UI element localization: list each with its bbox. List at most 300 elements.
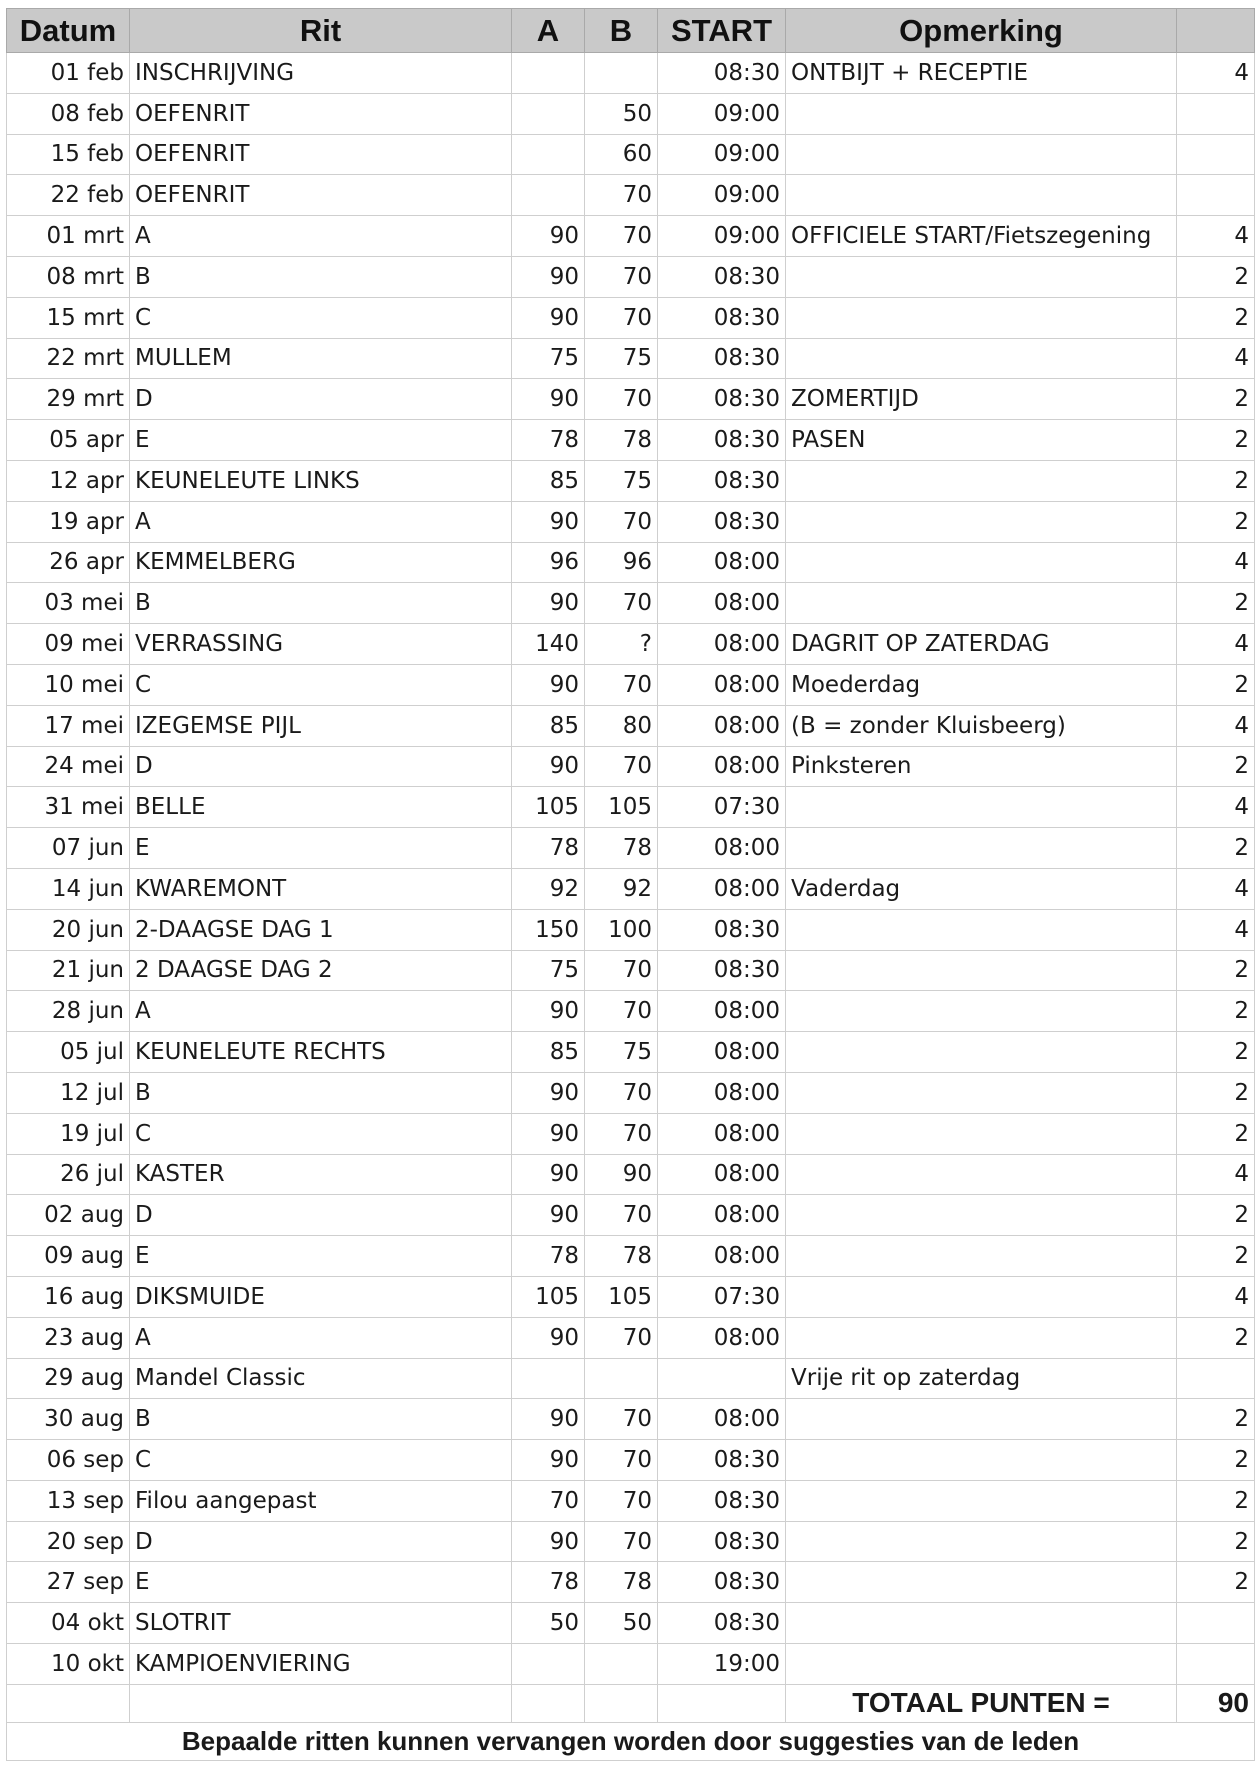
start-time-cell: 08:30 xyxy=(658,1440,786,1481)
ride-name-cell: MULLEM xyxy=(130,338,512,379)
distance-a-cell: 96 xyxy=(512,542,585,583)
distance-a-cell: 105 xyxy=(512,1276,585,1317)
total-points-value: 90 xyxy=(1177,1684,1255,1722)
points-cell: 2 xyxy=(1177,1072,1255,1113)
ride-name-cell: INSCHRIJVING xyxy=(130,53,512,94)
ride-date-cell: 10 mei xyxy=(7,664,130,705)
table-row xyxy=(7,583,1255,624)
start-time-cell: 08:00 xyxy=(658,1113,786,1154)
distance-a-cell: 90 xyxy=(512,297,585,338)
remark-cell xyxy=(786,828,1177,869)
remark-cell: (B = zonder Kluisbeerg) xyxy=(786,705,1177,746)
distance-b-cell: 70 xyxy=(585,175,658,216)
remark-cell xyxy=(786,583,1177,624)
ride-name-cell: Mandel Classic xyxy=(130,1358,512,1399)
ride-date-cell: 03 mei xyxy=(7,583,130,624)
table-row xyxy=(7,828,1255,869)
start-time-cell: 08:30 xyxy=(658,297,786,338)
distance-a-cell xyxy=(512,175,585,216)
distance-b-cell: 70 xyxy=(585,1195,658,1236)
ride-name-cell: C xyxy=(130,1113,512,1154)
distance-b-cell: 70 xyxy=(585,1317,658,1358)
remark-cell xyxy=(786,460,1177,501)
ride-name-cell: OEFENRIT xyxy=(130,175,512,216)
ride-name-cell: D xyxy=(130,379,512,420)
ride-date-cell: 14 jun xyxy=(7,868,130,909)
points-cell: 4 xyxy=(1177,53,1255,94)
distance-b-cell: ? xyxy=(585,624,658,665)
start-time-cell: 08:00 xyxy=(658,624,786,665)
points-cell: 2 xyxy=(1177,297,1255,338)
ride-name-cell: D xyxy=(130,1195,512,1236)
ride-date-cell: 27 sep xyxy=(7,1562,130,1603)
remark-cell xyxy=(786,1440,1177,1481)
distance-a-cell: 140 xyxy=(512,624,585,665)
ride-name-cell: KEMMELBERG xyxy=(130,542,512,583)
distance-a-cell xyxy=(512,1358,585,1399)
distance-a-cell: 50 xyxy=(512,1603,585,1644)
distance-a-cell: 90 xyxy=(512,1521,585,1562)
points-cell: 4 xyxy=(1177,1154,1255,1195)
distance-b-cell: 105 xyxy=(585,1276,658,1317)
ride-name-cell: B xyxy=(130,1072,512,1113)
ride-name-cell: Filou aangepast xyxy=(130,1480,512,1521)
total-empty-cell xyxy=(130,1684,512,1722)
total-row xyxy=(7,1684,1255,1722)
distance-a-cell: 90 xyxy=(512,216,585,257)
ride-name-cell: A xyxy=(130,1317,512,1358)
distance-b-cell: 100 xyxy=(585,909,658,950)
table-row xyxy=(7,1317,1255,1358)
column-header-ride: Rit xyxy=(130,9,512,53)
ride-name-cell: IZEGEMSE PIJL xyxy=(130,705,512,746)
table-row xyxy=(7,297,1255,338)
table-row xyxy=(7,868,1255,909)
remark-cell xyxy=(786,501,1177,542)
start-time-cell: 08:30 xyxy=(658,338,786,379)
total-empty-cell xyxy=(658,1684,786,1722)
ride-name-cell: B xyxy=(130,1399,512,1440)
distance-a-cell: 85 xyxy=(512,460,585,501)
ride-name-cell: DIKSMUIDE xyxy=(130,1276,512,1317)
distance-b-cell: 70 xyxy=(585,1399,658,1440)
distance-a-cell: 90 xyxy=(512,1195,585,1236)
ride-date-cell: 19 apr xyxy=(7,501,130,542)
table-row xyxy=(7,1236,1255,1277)
ride-name-cell: KWAREMONT xyxy=(130,868,512,909)
remark-cell xyxy=(786,175,1177,216)
distance-b-cell: 70 xyxy=(585,1072,658,1113)
remark-cell xyxy=(786,1113,1177,1154)
distance-a-cell: 85 xyxy=(512,705,585,746)
distance-b-cell: 70 xyxy=(585,664,658,705)
table-row xyxy=(7,950,1255,991)
points-cell: 2 xyxy=(1177,991,1255,1032)
ride-date-cell: 06 sep xyxy=(7,1440,130,1481)
remark-cell xyxy=(786,950,1177,991)
ride-name-cell: OEFENRIT xyxy=(130,134,512,175)
distance-b-cell: 50 xyxy=(585,93,658,134)
start-time-cell: 08:00 xyxy=(658,746,786,787)
start-time-cell: 08:30 xyxy=(658,256,786,297)
start-time-cell: 08:00 xyxy=(658,991,786,1032)
remark-cell xyxy=(786,542,1177,583)
ride-name-cell: E xyxy=(130,828,512,869)
start-time-cell: 08:30 xyxy=(658,950,786,991)
table-row xyxy=(7,746,1255,787)
points-cell: 4 xyxy=(1177,1276,1255,1317)
ride-name-cell: D xyxy=(130,746,512,787)
points-cell: 2 xyxy=(1177,1480,1255,1521)
distance-a-cell: 75 xyxy=(512,338,585,379)
remark-cell: Vrije rit op zaterdag xyxy=(786,1358,1177,1399)
start-time-cell: 08:00 xyxy=(658,1154,786,1195)
remark-cell xyxy=(786,787,1177,828)
ride-name-cell: B xyxy=(130,583,512,624)
ride-date-cell: 16 aug xyxy=(7,1276,130,1317)
ride-name-cell: BELLE xyxy=(130,787,512,828)
table-row xyxy=(7,93,1255,134)
start-time-cell: 08:30 xyxy=(658,501,786,542)
points-cell: 2 xyxy=(1177,1032,1255,1073)
distance-a-cell: 90 xyxy=(512,1399,585,1440)
distance-b-cell: 78 xyxy=(585,1562,658,1603)
table-header xyxy=(7,9,1255,53)
points-cell: 2 xyxy=(1177,1521,1255,1562)
distance-b-cell: 70 xyxy=(585,1521,658,1562)
table-row xyxy=(7,1072,1255,1113)
start-time-cell: 08:00 xyxy=(658,1236,786,1277)
remark-cell xyxy=(786,1154,1177,1195)
table-row xyxy=(7,1032,1255,1073)
distance-a-cell: 78 xyxy=(512,1562,585,1603)
ride-date-cell: 29 aug xyxy=(7,1358,130,1399)
distance-a-cell: 150 xyxy=(512,909,585,950)
start-time-cell: 08:00 xyxy=(658,1195,786,1236)
footer-note: Bepaalde ritten kunnen vervangen worden door suggesties van de leden xyxy=(7,1722,1255,1760)
distance-a-cell: 90 xyxy=(512,1317,585,1358)
points-cell: 4 xyxy=(1177,216,1255,257)
points-cell xyxy=(1177,93,1255,134)
distance-b-cell: 70 xyxy=(585,950,658,991)
ride-name-cell: A xyxy=(130,991,512,1032)
ride-date-cell: 26 jul xyxy=(7,1154,130,1195)
table-row xyxy=(7,420,1255,461)
remark-cell xyxy=(786,1276,1177,1317)
ride-name-cell: C xyxy=(130,297,512,338)
points-cell: 2 xyxy=(1177,1317,1255,1358)
ride-date-cell: 20 jun xyxy=(7,909,130,950)
points-cell: 4 xyxy=(1177,868,1255,909)
points-cell: 2 xyxy=(1177,1113,1255,1154)
distance-b-cell xyxy=(585,53,658,94)
start-time-cell: 07:30 xyxy=(658,787,786,828)
points-cell: 4 xyxy=(1177,787,1255,828)
table-row xyxy=(7,1195,1255,1236)
ride-date-cell: 05 apr xyxy=(7,420,130,461)
ride-date-cell: 29 mrt xyxy=(7,379,130,420)
distance-a-cell: 90 xyxy=(512,379,585,420)
table-row xyxy=(7,338,1255,379)
start-time-cell: 08:30 xyxy=(658,53,786,94)
ride-date-cell: 15 feb xyxy=(7,134,130,175)
distance-a-cell: 78 xyxy=(512,1236,585,1277)
ride-date-cell: 24 mei xyxy=(7,746,130,787)
points-cell: 2 xyxy=(1177,1236,1255,1277)
ride-date-cell: 09 mei xyxy=(7,624,130,665)
distance-b-cell: 50 xyxy=(585,1603,658,1644)
distance-a-cell xyxy=(512,1644,585,1685)
remark-cell xyxy=(786,93,1177,134)
start-time-cell: 08:00 xyxy=(658,583,786,624)
distance-a-cell: 90 xyxy=(512,746,585,787)
points-cell: 2 xyxy=(1177,1399,1255,1440)
remark-cell xyxy=(786,1317,1177,1358)
distance-b-cell: 75 xyxy=(585,460,658,501)
points-cell: 4 xyxy=(1177,338,1255,379)
ride-date-cell: 12 jul xyxy=(7,1072,130,1113)
ride-date-cell: 28 jun xyxy=(7,991,130,1032)
points-cell: 4 xyxy=(1177,624,1255,665)
start-time-cell: 08:00 xyxy=(658,664,786,705)
start-time-cell: 08:00 xyxy=(658,868,786,909)
start-time-cell: 08:30 xyxy=(658,420,786,461)
ride-date-cell: 17 mei xyxy=(7,705,130,746)
ride-name-cell: KEUNELEUTE LINKS xyxy=(130,460,512,501)
remark-cell xyxy=(786,1603,1177,1644)
remark-cell xyxy=(786,1072,1177,1113)
table-row xyxy=(7,1562,1255,1603)
ride-date-cell: 30 aug xyxy=(7,1399,130,1440)
distance-a-cell: 90 xyxy=(512,1072,585,1113)
start-time-cell: 08:30 xyxy=(658,379,786,420)
ride-name-cell: A xyxy=(130,501,512,542)
distance-b-cell: 70 xyxy=(585,256,658,297)
remark-cell: ZOMERTIJD xyxy=(786,379,1177,420)
ride-date-cell: 21 jun xyxy=(7,950,130,991)
remark-cell xyxy=(786,134,1177,175)
total-empty-cell xyxy=(7,1684,130,1722)
points-cell: 2 xyxy=(1177,828,1255,869)
remark-cell xyxy=(786,1195,1177,1236)
table-row xyxy=(7,175,1255,216)
column-header-points xyxy=(1177,9,1255,53)
table-row xyxy=(7,909,1255,950)
points-cell: 2 xyxy=(1177,746,1255,787)
ride-date-cell: 12 apr xyxy=(7,460,130,501)
remark-cell xyxy=(786,1562,1177,1603)
ride-date-cell: 23 aug xyxy=(7,1317,130,1358)
distance-b-cell xyxy=(585,1358,658,1399)
table-row xyxy=(7,134,1255,175)
ride-date-cell: 26 apr xyxy=(7,542,130,583)
start-time-cell: 08:30 xyxy=(658,909,786,950)
points-cell: 2 xyxy=(1177,1195,1255,1236)
distance-b-cell: 70 xyxy=(585,991,658,1032)
remark-cell xyxy=(786,909,1177,950)
remark-cell xyxy=(786,1521,1177,1562)
distance-b-cell: 70 xyxy=(585,379,658,420)
total-points-label: TOTAAL PUNTEN = xyxy=(786,1684,1177,1722)
points-cell: 2 xyxy=(1177,1562,1255,1603)
table-row xyxy=(7,664,1255,705)
ride-name-cell: KEUNELEUTE RECHTS xyxy=(130,1032,512,1073)
table-row xyxy=(7,460,1255,501)
remark-cell xyxy=(786,1399,1177,1440)
remark-cell xyxy=(786,256,1177,297)
ride-name-cell: C xyxy=(130,664,512,705)
distance-a-cell xyxy=(512,134,585,175)
points-cell: 4 xyxy=(1177,909,1255,950)
remark-cell xyxy=(786,338,1177,379)
distance-b-cell: 70 xyxy=(585,216,658,257)
distance-a-cell: 90 xyxy=(512,664,585,705)
start-time-cell: 09:00 xyxy=(658,175,786,216)
start-time-cell: 08:00 xyxy=(658,705,786,746)
distance-a-cell: 92 xyxy=(512,868,585,909)
table-row xyxy=(7,705,1255,746)
ride-date-cell: 04 okt xyxy=(7,1603,130,1644)
start-time-cell: 08:30 xyxy=(658,1603,786,1644)
points-cell xyxy=(1177,1603,1255,1644)
ride-date-cell: 01 mrt xyxy=(7,216,130,257)
points-cell xyxy=(1177,1358,1255,1399)
distance-a-cell: 90 xyxy=(512,256,585,297)
table-row xyxy=(7,1154,1255,1195)
ride-date-cell: 31 mei xyxy=(7,787,130,828)
start-time-cell: 09:00 xyxy=(658,93,786,134)
start-time-cell xyxy=(658,1358,786,1399)
remark-cell xyxy=(786,1480,1177,1521)
distance-b-cell: 75 xyxy=(585,1032,658,1073)
ride-date-cell: 01 feb xyxy=(7,53,130,94)
points-cell: 2 xyxy=(1177,1440,1255,1481)
points-cell: 2 xyxy=(1177,664,1255,705)
ride-date-cell: 15 mrt xyxy=(7,297,130,338)
distance-b-cell: 70 xyxy=(585,501,658,542)
points-cell: 2 xyxy=(1177,256,1255,297)
total-empty-cell xyxy=(585,1684,658,1722)
table-row xyxy=(7,1399,1255,1440)
table-row xyxy=(7,1603,1255,1644)
start-time-cell: 08:30 xyxy=(658,1562,786,1603)
start-time-cell: 08:30 xyxy=(658,1480,786,1521)
ride-name-cell: 2 DAAGSE DAG 2 xyxy=(130,950,512,991)
ride-name-cell: A xyxy=(130,216,512,257)
ride-name-cell: D xyxy=(130,1521,512,1562)
column-header-date: Datum xyxy=(7,9,130,53)
distance-a-cell: 90 xyxy=(512,501,585,542)
table-row xyxy=(7,991,1255,1032)
points-cell: 2 xyxy=(1177,420,1255,461)
distance-b-cell: 75 xyxy=(585,338,658,379)
ride-name-cell: OEFENRIT xyxy=(130,93,512,134)
distance-b-cell: 96 xyxy=(585,542,658,583)
ride-name-cell: E xyxy=(130,1236,512,1277)
start-time-cell: 07:30 xyxy=(658,1276,786,1317)
table-row xyxy=(7,787,1255,828)
start-time-cell: 09:00 xyxy=(658,216,786,257)
remark-cell xyxy=(786,297,1177,338)
table-row xyxy=(7,256,1255,297)
ride-date-cell: 20 sep xyxy=(7,1521,130,1562)
points-cell: 2 xyxy=(1177,460,1255,501)
points-cell xyxy=(1177,134,1255,175)
ride-name-cell: 2-DAAGSE DAG 1 xyxy=(130,909,512,950)
column-header-b: B xyxy=(585,9,658,53)
remark-cell xyxy=(786,991,1177,1032)
distance-b-cell xyxy=(585,1644,658,1685)
points-cell: 2 xyxy=(1177,583,1255,624)
distance-b-cell: 60 xyxy=(585,134,658,175)
distance-b-cell: 105 xyxy=(585,787,658,828)
points-cell: 4 xyxy=(1177,705,1255,746)
ride-date-cell: 05 jul xyxy=(7,1032,130,1073)
distance-a-cell xyxy=(512,53,585,94)
ride-name-cell: B xyxy=(130,256,512,297)
footer-row xyxy=(7,1722,1255,1760)
points-cell: 2 xyxy=(1177,501,1255,542)
table-row xyxy=(7,53,1255,94)
remark-cell: PASEN xyxy=(786,420,1177,461)
table-row xyxy=(7,1644,1255,1685)
distance-b-cell: 90 xyxy=(585,1154,658,1195)
distance-b-cell: 70 xyxy=(585,297,658,338)
distance-a-cell: 70 xyxy=(512,1480,585,1521)
ride-date-cell: 13 sep xyxy=(7,1480,130,1521)
distance-b-cell: 80 xyxy=(585,705,658,746)
remark-cell xyxy=(786,1236,1177,1277)
table-footer xyxy=(7,1684,1255,1760)
distance-b-cell: 70 xyxy=(585,1440,658,1481)
table-row xyxy=(7,216,1255,257)
ride-name-cell: SLOTRIT xyxy=(130,1603,512,1644)
start-time-cell: 08:00 xyxy=(658,1317,786,1358)
ride-name-cell: KASTER xyxy=(130,1154,512,1195)
points-cell xyxy=(1177,1644,1255,1685)
distance-b-cell: 78 xyxy=(585,1236,658,1277)
distance-b-cell: 92 xyxy=(585,868,658,909)
total-empty-cell xyxy=(512,1684,585,1722)
start-time-cell: 19:00 xyxy=(658,1644,786,1685)
distance-a-cell: 90 xyxy=(512,583,585,624)
start-time-cell: 08:00 xyxy=(658,1072,786,1113)
start-time-cell: 09:00 xyxy=(658,134,786,175)
ride-name-cell: E xyxy=(130,420,512,461)
remark-cell: ONTBIJT + RECEPTIE xyxy=(786,53,1177,94)
table-row xyxy=(7,1276,1255,1317)
remark-cell: OFFICIELE START/Fietszegening xyxy=(786,216,1177,257)
ride-date-cell: 09 aug xyxy=(7,1236,130,1277)
table-row xyxy=(7,501,1255,542)
distance-b-cell: 70 xyxy=(585,583,658,624)
table-row xyxy=(7,624,1255,665)
table-row xyxy=(7,1358,1255,1399)
table-row xyxy=(7,1480,1255,1521)
distance-b-cell: 70 xyxy=(585,1480,658,1521)
table-row xyxy=(7,1113,1255,1154)
distance-a-cell: 90 xyxy=(512,1440,585,1481)
distance-a-cell: 78 xyxy=(512,420,585,461)
start-time-cell: 08:00 xyxy=(658,828,786,869)
start-time-cell: 08:30 xyxy=(658,1521,786,1562)
table-row xyxy=(7,379,1255,420)
start-time-cell: 08:00 xyxy=(658,542,786,583)
remark-cell xyxy=(786,1644,1177,1685)
ride-date-cell: 10 okt xyxy=(7,1644,130,1685)
ride-schedule-table xyxy=(6,8,1255,1761)
start-time-cell: 08:30 xyxy=(658,460,786,501)
